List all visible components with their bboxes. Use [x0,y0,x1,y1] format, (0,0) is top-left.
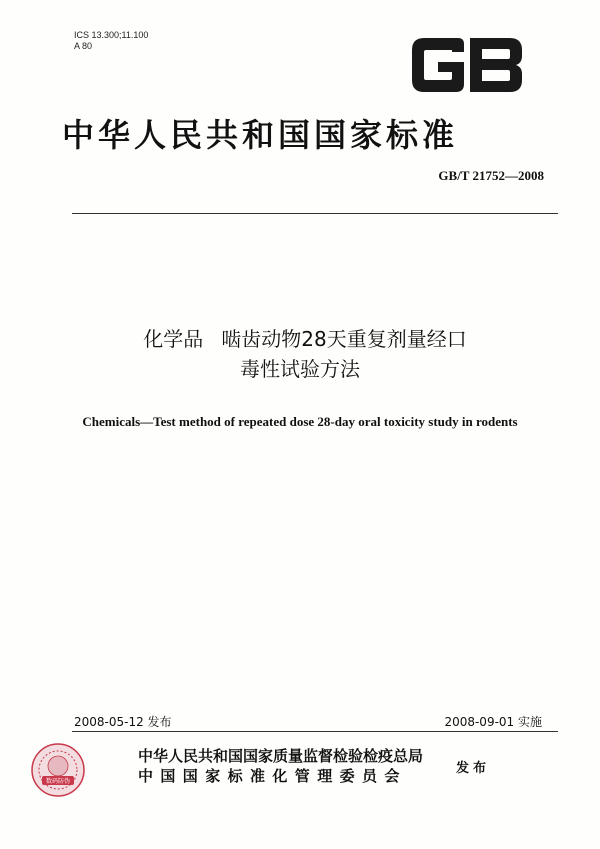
gb-logo-icon [408,36,526,94]
organization-title: 中华人民共和国国家标准 [62,116,459,154]
issuer-aqsiq: 中华人民共和国国家质量监督检验检疫总局 [138,747,424,765]
english-title: Chemicals—Test method of repeated dose 28-day oral toxicity study in rodents [82,414,518,429]
chinese-title-part2: 啮齿动物28天重复剂量经口 [221,327,467,351]
implementation-date: 2008-09-01 实施 [444,715,542,729]
chinese-title-part1: 化学品 [143,327,204,351]
standard-number: GB/T 21752—2008 [438,168,544,183]
publish-label: 发布 [456,761,491,776]
issuing-authorities [138,746,423,786]
issue-date: 2008-05-12 发布 [74,715,172,729]
anti-counterfeit-seal-icon [30,742,86,798]
classification-codes [74,30,148,52]
chinese-title-line2: 毒性试验方法 [240,357,360,381]
ccs-code: A 80 [74,41,93,51]
ics-code: ICS 13.300;11.100 [74,30,149,40]
footer-divider [72,731,558,732]
header-divider [72,213,558,214]
issuer-sac: 中国国家标准化管理委员会 [138,767,407,785]
seal-label: 数码防伪 [45,778,71,785]
chinese-title [0,324,600,384]
